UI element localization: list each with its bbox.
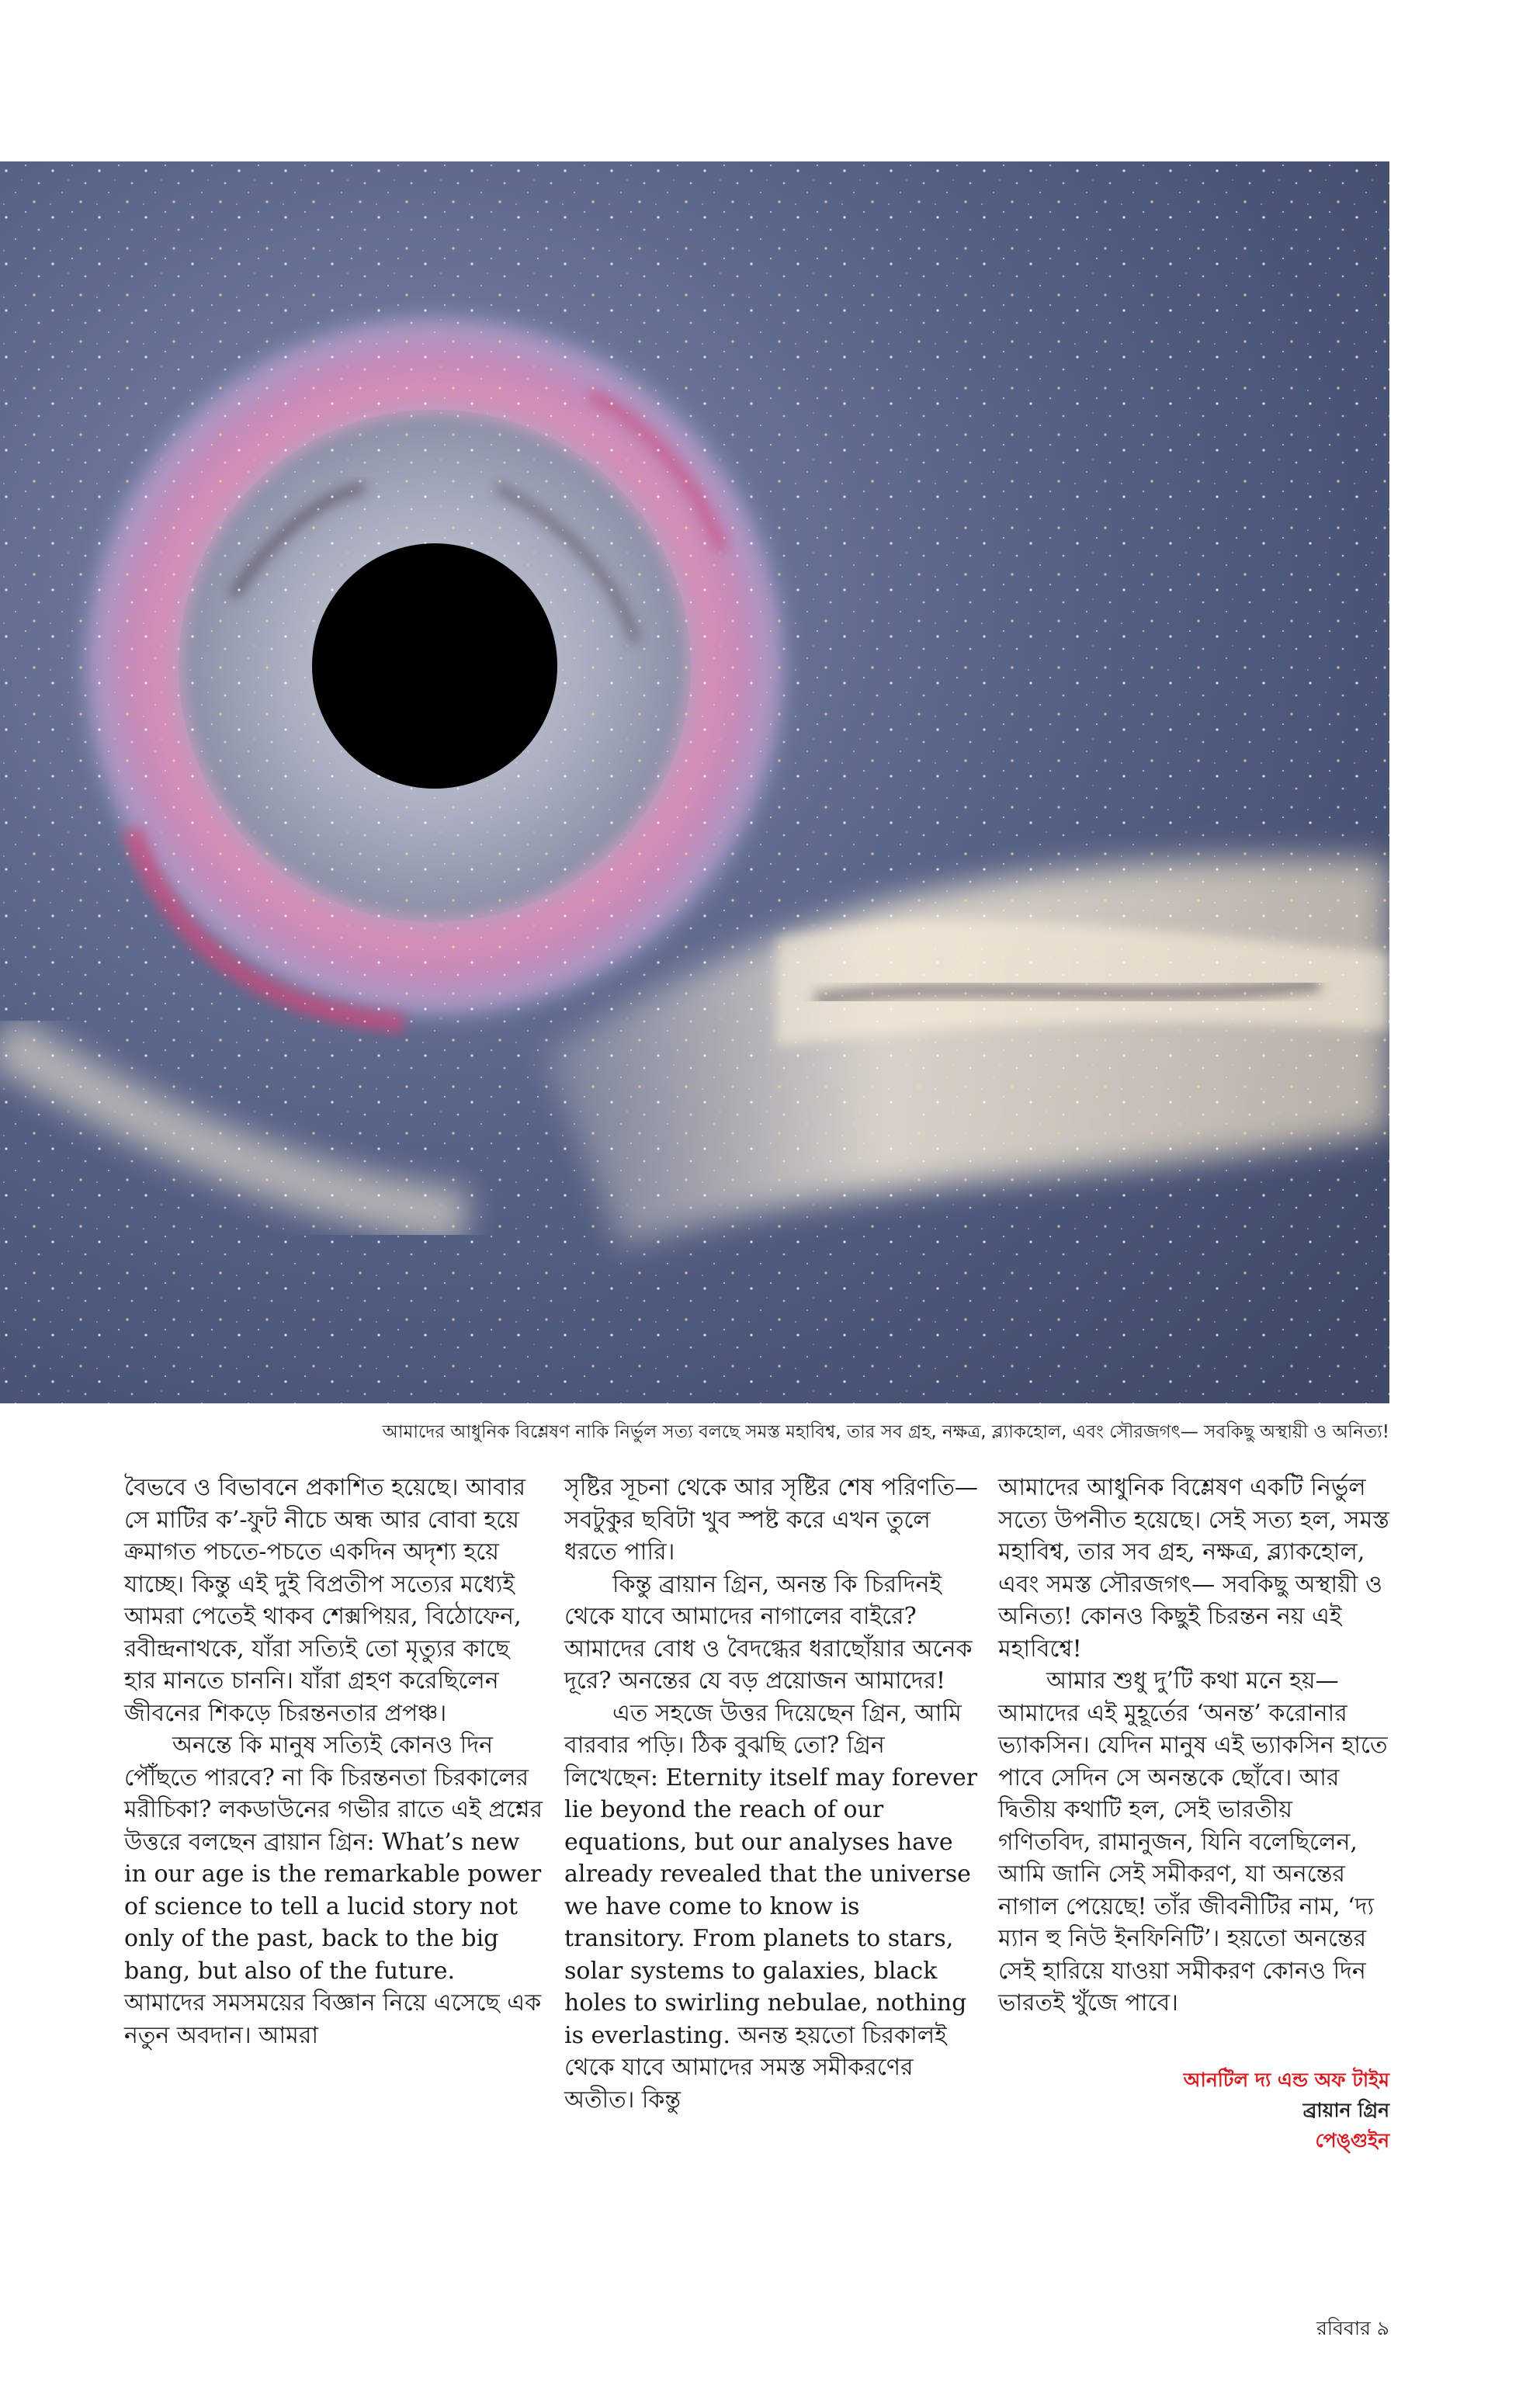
paragraph: বৈভবে ও বিভাবনে প্রকাশিত হয়েছে। আবার সে মাটির ক’-ফুট নীচে অন্ধ আর বোবা হয়ে ক্রমাগত পচতে-পচতে একদিন অদৃশ্য হয়ে যাচ্ছে। কিন্তু এই দুই বিপ্রতীপ সত্যের মধ্যেই আমরা পেতেই থাকব শেক্সপিয়র, বিঠোফেন, রবীন্দ্রনাথকে, যাঁরা সত্যিই তো মৃত্যুর কাছে হার মানতে চাননি। যাঁরা গ্রহণ করেছিলেন জীবনের শিকড়ে চিরন্তনতার প্রপঞ্চ। — [124, 1474, 525, 1727]
paragraph: সৃষ্টির সূচনা থেকে আর সৃষ্টির শেষ পরিণতি— সবটুকুর ছবিটা খুব স্পষ্ট করে এখন তুলে ধরতে পারি। — [564, 1474, 978, 1566]
black-hole-photo — [0, 161, 1389, 1403]
paragraph: আমার শুধু দু’টি কথা মনে হয়— আমাদের এই মুহূর্তের ‘অনন্ত’ করোনার ভ্যাকসিন। যেদিন মানুষ এই ভ্যাকসিন হাতে পাবে সেদিন সে অনন্তকে ছোঁবে। আর দ্বিতীয় কথাটি হল, সেই ভারতীয় গণিতবিদ, রামানুজন, যিনি বলেছিলেন, আমি জানি সেই সমীকরণ, যা অনন্তের নাগাল পেয়েছে! তাঁর জীবনীটির নাম, ‘দ্য ম্যান হু নিউ ইনফিনিটি’। হয়তো অনন্তের সেই হারিয়ে যাওয়া সমীকরণ কোনও দিন ভারতই খুঁজে পাবে। — [998, 1667, 1388, 2017]
paragraph: আমাদের আধুনিক বিশ্লেষণ একটি নির্ভুল সত্যে উপনীত হয়েছে। সেই সত্য হল, সমস্ত মহাবিশ্ব, তার সব গ্রহ, নক্ষত্র, ব্ল্যাকহোল, এবং সমস্ত সৌরজগৎ— সবকিছু অস্থায়ী ও অনিত্য! কোনও কিছুই চিরন্তন নয় এই মহাবিশ্বে! — [998, 1474, 1389, 1663]
paragraph: এত সহজে উত্তর দিয়েছেন গ্রিন, আমি বারবার পড়ি। ঠিক বুঝছি তো? গ্রিন লিখেছেন: Eternity itself may forever lie beyond the reach of our equations, but our analyses have already revealed that the universe we have come to know is transitory. From planets to stars, solar systems to galaxies, black holes to swirling nebulae, nothing is everlasting. অনন্ত হয়তো চিরকালই থেকে যাবে আমাদের সমস্ত সমীকরণের অতীত। কিন্তু — [564, 1699, 978, 2114]
paragraph: কিন্তু ব্রায়ান গ্রিন, অনন্ত কি চিরদিনই থেকে যাবে আমাদের নাগালের বাইরে? আমাদের বোধ ও বৈদগ্ধের ধরাছোঁয়ার অনেক দূরে? অনন্তের যে বড় প্রয়োজন আমাদের! — [564, 1570, 973, 1694]
event-horizon — [312, 543, 557, 789]
article-column-1 — [124, 1472, 543, 2051]
book-author: ব্রায়ান গ্রিন — [1302, 2099, 1389, 2121]
paragraph: অনন্তে কি মানুষ সত্যিই কোনও দিন পৌঁছতে পারবে? না কি চিরন্তনতা চিরকালের মরীচিকা? লকডাউনের গভীর রাতে এই প্রশ্নের উত্তরে বলছেন ব্রায়ান গ্রিন: What’s new in our age is the remarkable power of science to tell a lucid story not only of the past, back to the big bang, but also of the future. আমাদের সমসময়ের বিজ্ঞান নিয়ে এসেছে এক নতুন অবদান। আমরা — [124, 1732, 543, 2049]
article-column-2 — [564, 1472, 983, 2116]
book-publisher: পেঙ্গুইন — [1315, 2129, 1389, 2152]
book-title: আনটিল দ্য এন্ড অফ টাইম — [1183, 2069, 1389, 2091]
article-column-3 — [998, 1472, 1390, 2020]
page-folio: রবিবার ৯ — [1316, 2317, 1389, 2339]
image-caption: আমাদের আধুনিক বিশ্লেষণ নাকি নির্ভুল সত্য বলছে সমস্ত মহাবিশ্ব, তার সব গ্রহ, নক্ষত্র, ব্ল্যাকহোল, এবং সৌরজগৎ— সবকিছু অস্থায়ী ও অনিত্য! — [382, 1422, 1389, 1442]
book-credits — [998, 2065, 1389, 2155]
